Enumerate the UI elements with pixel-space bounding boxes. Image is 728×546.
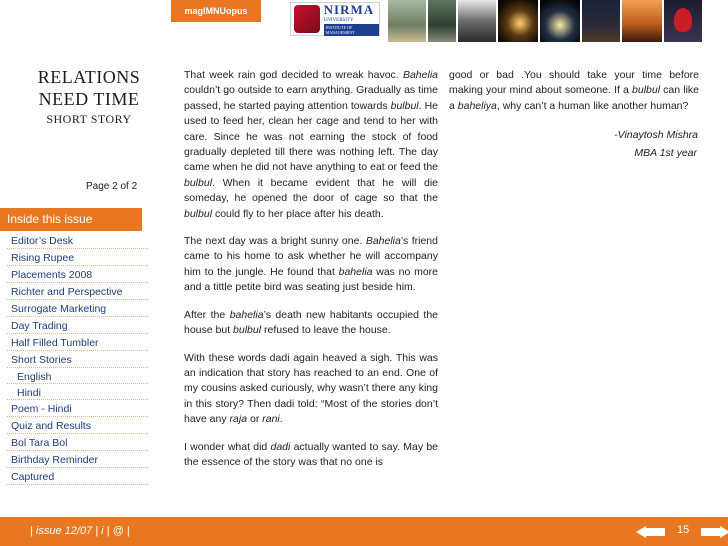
issue-info: | issue 12/07 | i | @ | xyxy=(30,525,130,537)
page-number: 15 xyxy=(677,524,690,536)
author-signature: -Vinaytosh Mishra xyxy=(614,129,698,142)
author-program: MBA 1st year xyxy=(634,147,697,160)
toc-item[interactable]: Half Filled Tumbler xyxy=(7,335,148,352)
header-photo-1 xyxy=(388,0,426,42)
arrow-right-icon[interactable] xyxy=(700,526,728,538)
toc-item[interactable]: Bol Tara Bol xyxy=(7,435,148,452)
story-title xyxy=(14,66,164,127)
toc-item[interactable]: Richter and Perspective xyxy=(7,284,148,301)
toc-item[interactable]: Hindi xyxy=(7,385,148,401)
toc-item[interactable]: Editor’s Desk xyxy=(7,233,148,250)
table-of-contents xyxy=(7,233,148,486)
toc-item[interactable]: Surrogate Marketing xyxy=(7,301,148,318)
toc-item[interactable]: Short Stories xyxy=(7,352,148,369)
toc-item[interactable]: English xyxy=(7,369,148,385)
story-column-1 xyxy=(184,68,438,482)
story-paragraph: With these words dadi again heaved a sigh. This was an indication that story has reached to an end. One of my cousins asked curiously, why wasn’t there any king in this story? Then dadi told: “Most of the stories don’t have any raja or rani. xyxy=(184,351,438,426)
header-photo-6 xyxy=(582,0,620,42)
toc-item[interactable]: Birthday Reminder xyxy=(7,452,148,469)
toc-item[interactable]: Poem - Hindi xyxy=(7,401,148,418)
story-paragraph: The next day was a bright sunny one. Bahelia’s friend came to his home to ask whether he will accompany him to the jungle. He found that bahelia was no more and a tittle petite bird was seating just beside him. xyxy=(184,235,438,294)
logo-line3: INSTITUTE OF MANAGEMENT xyxy=(324,24,379,36)
footer-bar xyxy=(0,517,728,546)
header-photo-3 xyxy=(458,0,496,42)
logo-name: NIRMA xyxy=(323,2,375,17)
header-photo-4 xyxy=(498,0,538,42)
story-paragraph: good or bad .You should take your time before making your mind about someone. If a bulbul can like a baheliya, why can’t a human like another human? xyxy=(449,69,699,112)
story-column-2 xyxy=(449,68,699,162)
story-paragraph: That week rain god decided to wreak havoc. Bahelia couldn’t go outside to earn anything. Gradually as time passed, he started paying attention towards bulbul. He used to feed her, clean her cage and tend to her with care. Since he was not earning the stock of food gradually depleted till there was nothing left. The day came when he did not have anything to eat or feed the bulbul. When it became evident that he will die someday, he opened the door of cage so that the bulbul could fly to her place after his death. xyxy=(184,69,438,220)
story-paragraph: I wonder what did dadi actually wanted to say. May be the essence of the story was that no one is xyxy=(184,440,438,468)
toc-item[interactable]: Placements 2008 xyxy=(7,267,148,284)
header-photo-7 xyxy=(622,0,662,42)
arrow-left-icon[interactable] xyxy=(636,526,666,538)
story-category: SHORT STORY xyxy=(46,112,132,126)
toc-item[interactable]: Captured xyxy=(7,469,148,486)
logo-line2: UNIVERSITY xyxy=(323,18,354,23)
toc-item[interactable]: Quiz and Results xyxy=(7,418,148,435)
nirma-logo xyxy=(290,2,380,36)
title-line-2: NEED TIME xyxy=(38,89,140,109)
story-paragraph: After the bahelia’s death new habitants occupied the house but bulbul refused to leave the house. xyxy=(184,308,438,337)
page-indicator: Page 2 of 2 xyxy=(86,181,138,192)
magazine-tab[interactable]: magIMNUopus xyxy=(171,0,261,22)
header-photo-8 xyxy=(664,0,702,42)
top-banner xyxy=(0,0,728,48)
toc-item[interactable]: Day Trading xyxy=(7,318,148,335)
header-photo-5 xyxy=(540,0,580,42)
inside-this-issue-header: Inside this issue xyxy=(0,208,142,231)
header-photo-2 xyxy=(428,0,456,42)
title-line-1: RELATIONS xyxy=(37,67,141,87)
emblem-icon xyxy=(674,8,692,32)
toc-item[interactable]: Rising Rupee xyxy=(7,250,148,267)
nirma-seal-icon xyxy=(294,5,320,33)
